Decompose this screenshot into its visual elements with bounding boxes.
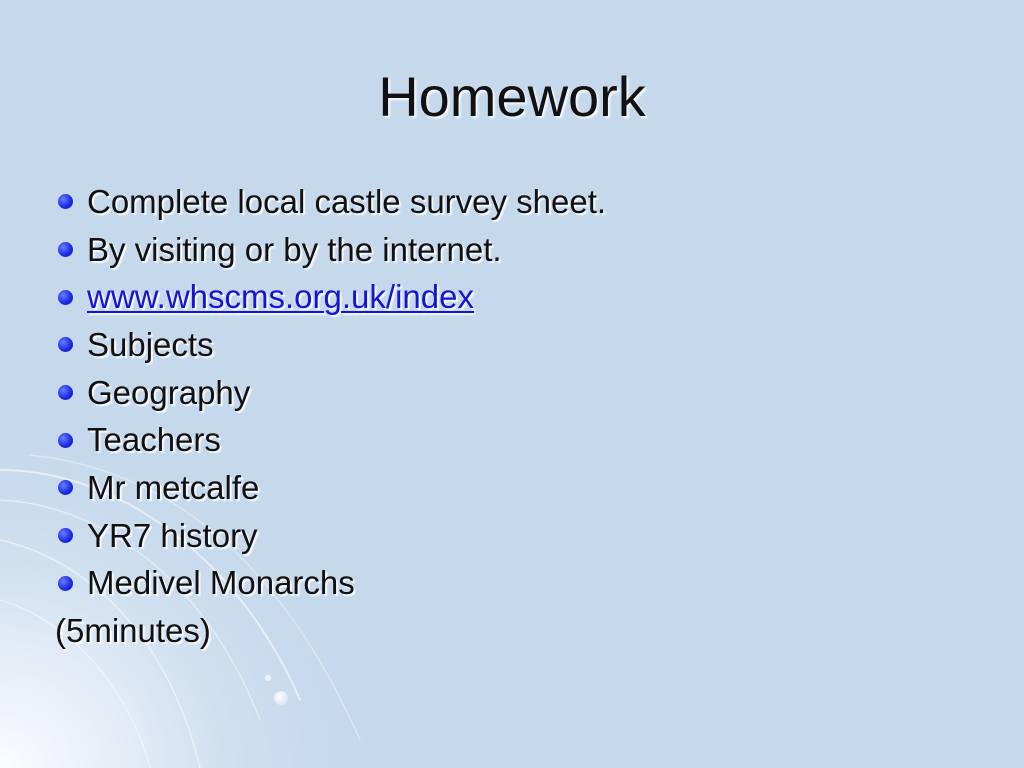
list-item — [55, 273, 606, 321]
list-item — [55, 178, 606, 226]
bullet-text: Mr metcalfe — [87, 468, 260, 506]
bullet-icon — [58, 385, 73, 400]
slide-title: Homework — [378, 65, 646, 128]
bullet-icon — [58, 576, 73, 591]
list-item — [55, 369, 606, 417]
decorative-dot — [274, 691, 288, 705]
list-item — [55, 321, 606, 369]
bullet-icon — [58, 480, 73, 495]
list-item — [55, 464, 606, 512]
bullet-text: Teachers — [87, 421, 221, 459]
website-link[interactable]: www.whscms.org.uk/index — [87, 278, 474, 316]
bullet-icon — [58, 242, 73, 257]
bullet-text: YR7 history — [87, 516, 258, 554]
bullet-text: Subjects — [87, 325, 214, 363]
bullet-text: By visiting or by the internet. — [87, 230, 502, 268]
bullet-list — [55, 178, 606, 607]
bullet-icon — [58, 528, 73, 543]
list-item — [55, 512, 606, 560]
list-item — [55, 226, 606, 274]
time-note: (5minutes) — [55, 612, 211, 649]
bullet-text: Medivel Monarchs — [87, 564, 355, 602]
bullet-text: Complete local castle survey sheet. — [87, 182, 607, 220]
decorative-dot-small — [265, 675, 271, 681]
bullet-icon — [58, 194, 73, 209]
list-item — [55, 560, 606, 608]
bullet-icon — [58, 290, 73, 305]
list-item — [55, 416, 606, 464]
bullet-text: Geography — [87, 373, 251, 411]
bullet-icon — [58, 337, 73, 352]
bullet-icon — [58, 433, 73, 448]
